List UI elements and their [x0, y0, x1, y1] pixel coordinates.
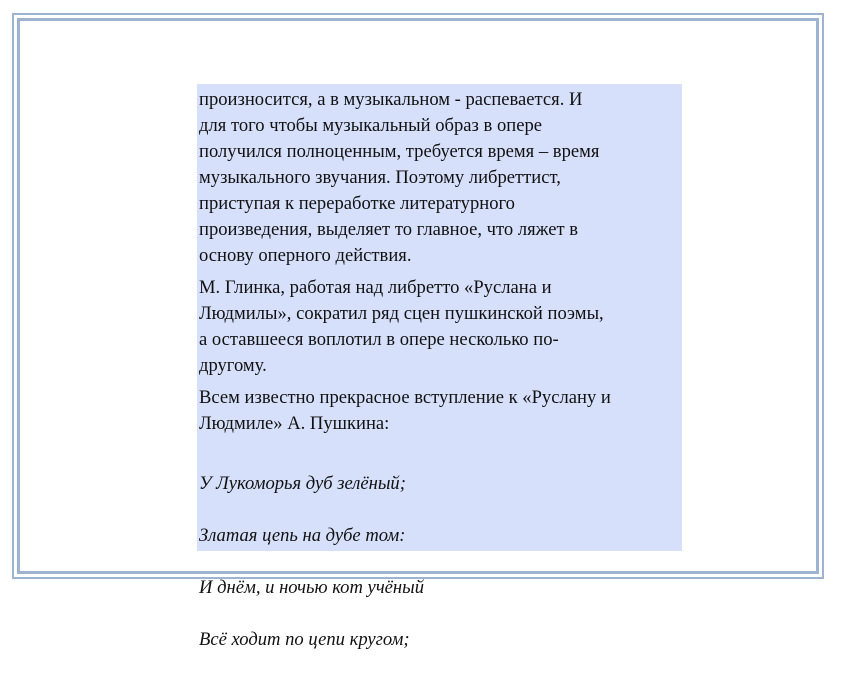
text-block	[197, 84, 682, 650]
paragraph-pushkin-intro: Всем известно прекрасное вступление к «Руслану и Людмиле» А. Пушкина:	[199, 387, 611, 434]
poem-line: И днём, и ночью кот учёный	[199, 577, 425, 598]
poem-quote	[199, 445, 682, 679]
poem-line: У Лукоморья дуб зелёный;	[199, 473, 406, 494]
poem-line: Всё ходит по цепи кругом;	[199, 629, 410, 650]
poem-line: Златая цепь на дубе том:	[199, 525, 406, 546]
paragraph-glinka: М. Глинка, работая над либретто «Руслана и Людмилы», сократил ряд сцен пушкинской поэмы, а оставшееся воплотил в опере несколько по- другому.	[199, 277, 604, 376]
paragraph-libretto-intro: произносится, а в музыкальном - распевается. И для того чтобы музыкальный образ в опере получился полноценным, требуется время – время музыкального звучания. Поэтому либреттист, приступая к переработке литературного произведения, выделяет то главное, что ляжет в основу оперного действия.	[199, 89, 600, 266]
